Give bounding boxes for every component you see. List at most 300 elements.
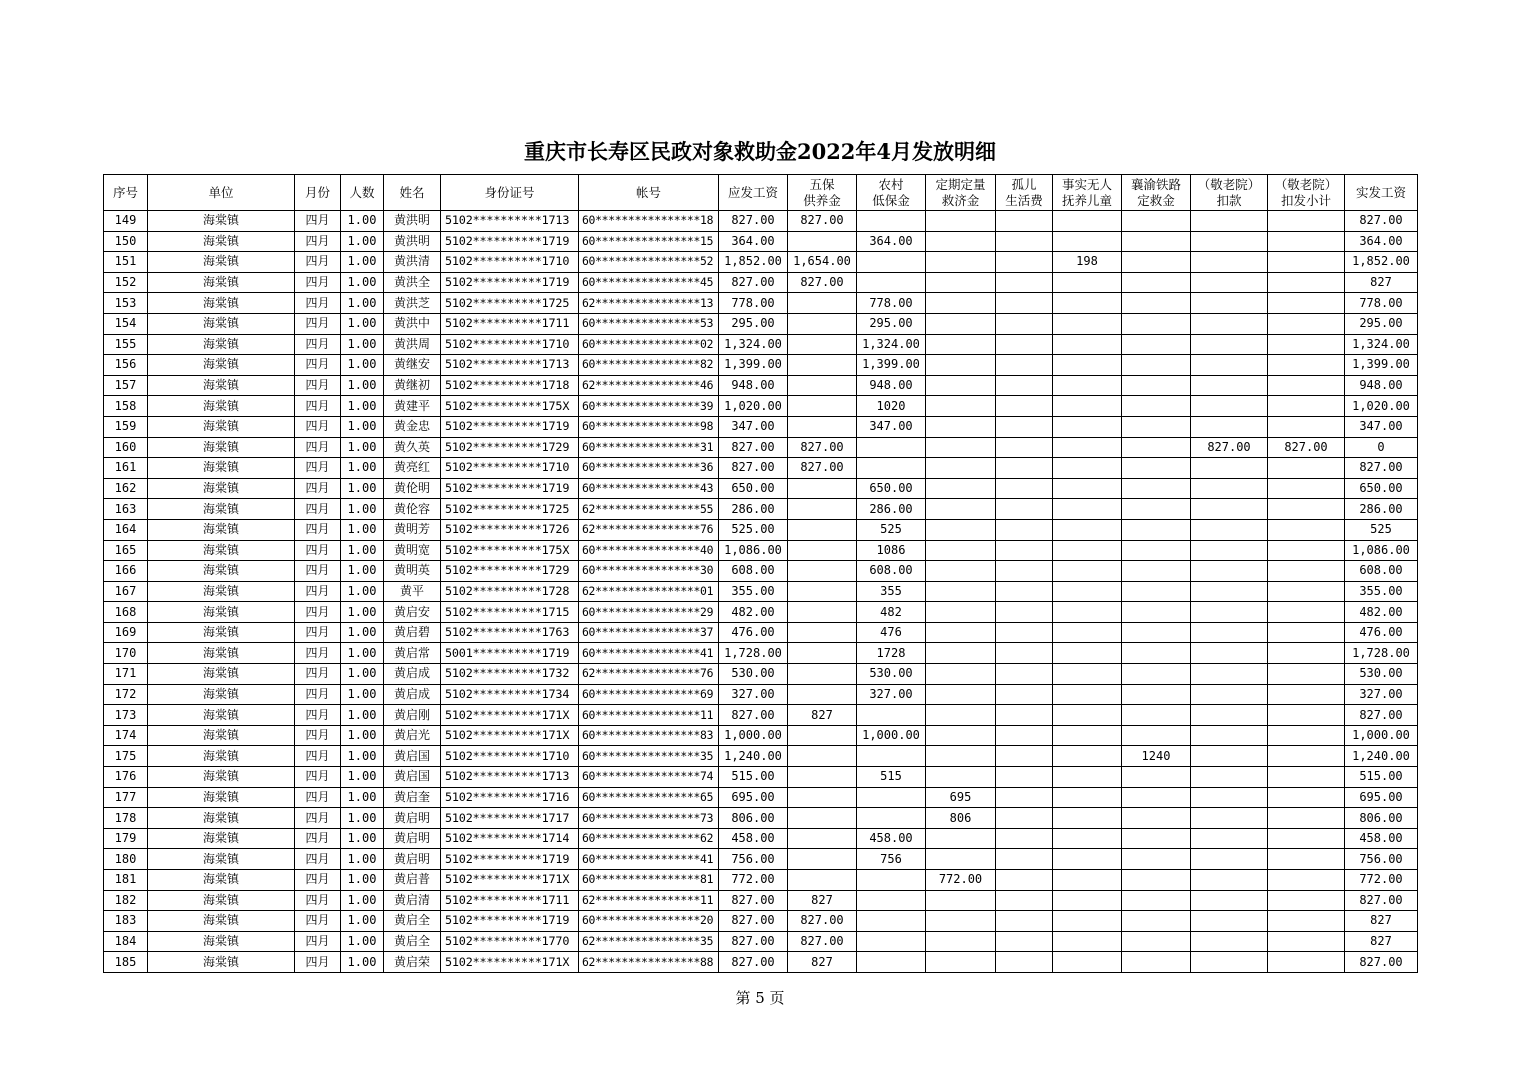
table-cell xyxy=(926,313,996,334)
table-cell: 695 xyxy=(926,787,996,808)
table-cell xyxy=(1268,478,1345,499)
table-cell xyxy=(1053,931,1122,952)
table-cell: 778.00 xyxy=(1345,293,1418,314)
table-cell xyxy=(1191,293,1268,314)
table-cell xyxy=(857,211,926,232)
table-cell: 184 xyxy=(104,931,148,952)
table-cell: 海棠镇 xyxy=(148,870,295,891)
table-cell: 608.00 xyxy=(719,561,788,582)
table-cell: 1.00 xyxy=(341,684,384,705)
table-cell xyxy=(857,746,926,767)
table-cell: 黄启国 xyxy=(384,767,441,788)
table-cell: 海棠镇 xyxy=(148,664,295,685)
table-cell: 1.00 xyxy=(341,890,384,911)
table-cell xyxy=(1122,355,1191,376)
table-cell xyxy=(926,478,996,499)
table-cell xyxy=(1053,581,1122,602)
table-cell: 四月 xyxy=(295,293,341,314)
table-cell: 62****************76 xyxy=(579,519,719,540)
table-cell xyxy=(996,519,1053,540)
column-header: 身份证号 xyxy=(441,175,579,211)
table-cell: 黄启国 xyxy=(384,746,441,767)
table-cell xyxy=(1191,396,1268,417)
table-cell xyxy=(1191,643,1268,664)
table-cell xyxy=(1053,725,1122,746)
table-cell: 1.00 xyxy=(341,643,384,664)
table-cell: 海棠镇 xyxy=(148,725,295,746)
table-cell: 1.00 xyxy=(341,252,384,273)
table-cell: 62****************13 xyxy=(579,293,719,314)
table-cell: 827.00 xyxy=(719,890,788,911)
table-cell xyxy=(1191,375,1268,396)
table-cell: 156 xyxy=(104,355,148,376)
table-cell: 5102**********1719 xyxy=(441,416,579,437)
table-cell: 四月 xyxy=(295,416,341,437)
table-cell xyxy=(1053,313,1122,334)
table-cell xyxy=(1268,458,1345,479)
table-cell: 四月 xyxy=(295,602,341,623)
table-cell: 1,324.00 xyxy=(719,334,788,355)
table-cell xyxy=(1191,478,1268,499)
table-row xyxy=(104,293,1418,314)
table-cell xyxy=(926,911,996,932)
table-cell xyxy=(1122,705,1191,726)
table-cell: 355.00 xyxy=(719,581,788,602)
table-cell: 海棠镇 xyxy=(148,478,295,499)
table-cell: 295.00 xyxy=(719,313,788,334)
table-cell: 海棠镇 xyxy=(148,375,295,396)
table-cell xyxy=(857,952,926,973)
table-cell xyxy=(857,890,926,911)
table-cell xyxy=(1122,313,1191,334)
table-cell: 黄洪中 xyxy=(384,313,441,334)
table-cell: 1.00 xyxy=(341,622,384,643)
table-cell: 62****************46 xyxy=(579,375,719,396)
table-cell xyxy=(1053,519,1122,540)
table-cell: 海棠镇 xyxy=(148,231,295,252)
table-cell xyxy=(788,478,857,499)
table-cell xyxy=(1268,911,1345,932)
table-cell: 62****************35 xyxy=(579,931,719,952)
table-cell xyxy=(1191,416,1268,437)
table-cell: 1.00 xyxy=(341,808,384,829)
table-cell xyxy=(1122,931,1191,952)
table-cell: 黄继安 xyxy=(384,355,441,376)
table-cell xyxy=(1053,396,1122,417)
table-cell: 182 xyxy=(104,890,148,911)
table-cell: 黄洪清 xyxy=(384,252,441,273)
table-cell xyxy=(926,458,996,479)
table-cell: 黄亮红 xyxy=(384,458,441,479)
table-cell xyxy=(1268,272,1345,293)
table-cell xyxy=(1268,931,1345,952)
table-cell xyxy=(1122,952,1191,973)
table-cell xyxy=(788,581,857,602)
table-cell: 四月 xyxy=(295,890,341,911)
table-cell: 四月 xyxy=(295,231,341,252)
table-cell: 5102**********1726 xyxy=(441,519,579,540)
table-cell: 海棠镇 xyxy=(148,272,295,293)
table-cell xyxy=(1268,561,1345,582)
table-cell: 1,399.00 xyxy=(1345,355,1418,376)
table-cell: 1,399.00 xyxy=(857,355,926,376)
table-cell: 178 xyxy=(104,808,148,829)
table-cell: 482 xyxy=(857,602,926,623)
table-cell xyxy=(857,787,926,808)
table-cell: 772.00 xyxy=(1345,870,1418,891)
table-cell xyxy=(1268,890,1345,911)
table-cell: 170 xyxy=(104,643,148,664)
table-cell xyxy=(1268,581,1345,602)
table-cell: 163 xyxy=(104,499,148,520)
table-cell: 1.00 xyxy=(341,355,384,376)
table-cell xyxy=(788,664,857,685)
table-cell xyxy=(1053,705,1122,726)
table-cell: 60****************37 xyxy=(579,622,719,643)
table-cell xyxy=(1268,231,1345,252)
table-cell: 347.00 xyxy=(857,416,926,437)
table-cell: 827.00 xyxy=(1345,890,1418,911)
table-row xyxy=(104,416,1418,437)
table-cell: 159 xyxy=(104,416,148,437)
table-cell xyxy=(1191,458,1268,479)
table-cell xyxy=(1191,808,1268,829)
table-cell: 5102**********1719 xyxy=(441,911,579,932)
table-cell xyxy=(996,664,1053,685)
table-row xyxy=(104,602,1418,623)
table-cell xyxy=(926,334,996,355)
table-cell: 827.00 xyxy=(719,705,788,726)
table-cell: 四月 xyxy=(295,808,341,829)
table-cell xyxy=(1122,808,1191,829)
table-cell: 1,000.00 xyxy=(1345,725,1418,746)
table-cell xyxy=(1191,519,1268,540)
table-cell: 四月 xyxy=(295,519,341,540)
table-cell: 1.00 xyxy=(341,787,384,808)
table-cell: 60****************20 xyxy=(579,911,719,932)
table-cell: 5102**********1734 xyxy=(441,684,579,705)
table-cell: 1.00 xyxy=(341,828,384,849)
table-cell xyxy=(1268,602,1345,623)
relief-payment-table xyxy=(103,174,1418,973)
table-cell xyxy=(996,602,1053,623)
table-cell xyxy=(1191,664,1268,685)
table-cell xyxy=(1122,890,1191,911)
table-cell: 黄启明 xyxy=(384,808,441,829)
table-cell: 827.00 xyxy=(788,272,857,293)
table-cell xyxy=(1053,746,1122,767)
table-cell xyxy=(926,643,996,664)
table-cell xyxy=(1191,746,1268,767)
table-cell xyxy=(996,437,1053,458)
table-cell xyxy=(996,581,1053,602)
table-cell: 286.00 xyxy=(857,499,926,520)
table-cell xyxy=(996,643,1053,664)
table-cell: 827.00 xyxy=(788,437,857,458)
table-cell: 948.00 xyxy=(1345,375,1418,396)
table-cell xyxy=(1268,828,1345,849)
table-cell: 1.00 xyxy=(341,725,384,746)
table-cell: 695.00 xyxy=(719,787,788,808)
table-cell: 黄洪明 xyxy=(384,231,441,252)
table-cell: 530.00 xyxy=(857,664,926,685)
table-cell xyxy=(996,870,1053,891)
table-cell xyxy=(1191,355,1268,376)
table-cell xyxy=(857,705,926,726)
table-cell: 四月 xyxy=(295,458,341,479)
table-cell xyxy=(926,746,996,767)
table-cell: 5102**********171X xyxy=(441,725,579,746)
table-cell: 海棠镇 xyxy=(148,561,295,582)
table-cell: 四月 xyxy=(295,870,341,891)
table-cell xyxy=(1053,849,1122,870)
table-cell: 827.00 xyxy=(1191,437,1268,458)
table-cell xyxy=(1053,478,1122,499)
table-cell xyxy=(926,416,996,437)
table-cell: 1.00 xyxy=(341,705,384,726)
table-cell xyxy=(788,622,857,643)
table-cell: 60****************35 xyxy=(579,746,719,767)
table-cell: 5102**********171X xyxy=(441,952,579,973)
table-row xyxy=(104,705,1418,726)
table-cell: 62****************88 xyxy=(579,952,719,973)
table-cell xyxy=(1268,252,1345,273)
table-cell: 1728 xyxy=(857,643,926,664)
page-title: 重庆市长寿区民政对象救助金2022年4月发放明细 xyxy=(523,139,997,164)
table-cell: 827 xyxy=(788,890,857,911)
table-cell: 四月 xyxy=(295,622,341,643)
table-cell: 海棠镇 xyxy=(148,458,295,479)
table-cell: 5102**********175X xyxy=(441,396,579,417)
table-cell: 1.00 xyxy=(341,396,384,417)
table-cell: 1.00 xyxy=(341,870,384,891)
table-cell: 60****************39 xyxy=(579,396,719,417)
table-cell: 62****************55 xyxy=(579,499,719,520)
table-cell xyxy=(1122,561,1191,582)
table-cell xyxy=(926,437,996,458)
table-cell xyxy=(926,828,996,849)
table-cell: 1.00 xyxy=(341,581,384,602)
table-cell: 1.00 xyxy=(341,664,384,685)
table-cell: 172 xyxy=(104,684,148,705)
table-cell: 295.00 xyxy=(1345,313,1418,334)
table-cell: 四月 xyxy=(295,767,341,788)
table-cell: 827.00 xyxy=(1345,705,1418,726)
table-cell: 286.00 xyxy=(1345,499,1418,520)
table-cell xyxy=(926,252,996,273)
table-cell: 60****************81 xyxy=(579,870,719,891)
table-cell: 60****************98 xyxy=(579,416,719,437)
table-cell: 1.00 xyxy=(341,272,384,293)
table-cell: 180 xyxy=(104,849,148,870)
table-cell: 5102**********1719 xyxy=(441,478,579,499)
table-cell: 海棠镇 xyxy=(148,437,295,458)
column-header: 帐号 xyxy=(579,175,719,211)
table-cell: 海棠镇 xyxy=(148,499,295,520)
table-cell: 黄启全 xyxy=(384,911,441,932)
table-cell xyxy=(1122,911,1191,932)
table-cell xyxy=(996,293,1053,314)
table-cell: 黄洪全 xyxy=(384,272,441,293)
table-cell: 1.00 xyxy=(341,952,384,973)
table-cell xyxy=(788,375,857,396)
table-cell: 167 xyxy=(104,581,148,602)
table-cell: 5102**********1770 xyxy=(441,931,579,952)
table-cell xyxy=(1053,375,1122,396)
table-cell xyxy=(1122,828,1191,849)
table-cell xyxy=(788,499,857,520)
table-cell: 1,728.00 xyxy=(719,643,788,664)
table-cell xyxy=(1053,952,1122,973)
table-cell: 177 xyxy=(104,787,148,808)
table-cell: 海棠镇 xyxy=(148,396,295,417)
table-cell: 黄启普 xyxy=(384,870,441,891)
table-cell xyxy=(1191,581,1268,602)
table-cell: 黄启刚 xyxy=(384,705,441,726)
table-cell: 黄平 xyxy=(384,581,441,602)
table-cell: 四月 xyxy=(295,911,341,932)
table-cell: 515.00 xyxy=(719,767,788,788)
table-cell: 1,000.00 xyxy=(719,725,788,746)
table-cell xyxy=(788,767,857,788)
table-cell: 60****************45 xyxy=(579,272,719,293)
table-cell xyxy=(1053,622,1122,643)
table-cell xyxy=(996,684,1053,705)
table-cell xyxy=(926,561,996,582)
table-cell: 海棠镇 xyxy=(148,746,295,767)
table-cell: 四月 xyxy=(295,252,341,273)
table-cell: 827 xyxy=(1345,272,1418,293)
table-cell: 海棠镇 xyxy=(148,540,295,561)
table-cell: 1,240.00 xyxy=(719,746,788,767)
table-cell: 黄启安 xyxy=(384,602,441,623)
table-cell: 162 xyxy=(104,478,148,499)
table-cell: 1.00 xyxy=(341,211,384,232)
table-cell xyxy=(926,231,996,252)
column-header: 襄渝铁路 定救金 xyxy=(1122,175,1191,211)
table-cell: 650.00 xyxy=(857,478,926,499)
table-cell: 四月 xyxy=(295,787,341,808)
table-cell: 5102**********1716 xyxy=(441,787,579,808)
table-cell xyxy=(1191,952,1268,973)
table-cell xyxy=(1268,787,1345,808)
table-cell xyxy=(926,211,996,232)
table-cell xyxy=(996,231,1053,252)
table-cell: 黄明宽 xyxy=(384,540,441,561)
table-cell xyxy=(1191,211,1268,232)
column-header: 五保 供养金 xyxy=(788,175,857,211)
table-cell xyxy=(788,787,857,808)
table-cell: 黄启光 xyxy=(384,725,441,746)
table-cell: 355.00 xyxy=(1345,581,1418,602)
table-cell: 四月 xyxy=(295,540,341,561)
table-cell: 827.00 xyxy=(719,272,788,293)
table-cell xyxy=(996,478,1053,499)
table-cell: 158 xyxy=(104,396,148,417)
table-cell xyxy=(1122,602,1191,623)
table-row xyxy=(104,478,1418,499)
table-cell: 60****************62 xyxy=(579,828,719,849)
table-cell xyxy=(1122,643,1191,664)
table-cell: 5102**********1717 xyxy=(441,808,579,829)
table-cell xyxy=(926,684,996,705)
table-cell: 海棠镇 xyxy=(148,416,295,437)
table-cell: 1.00 xyxy=(341,334,384,355)
table-cell: 695.00 xyxy=(1345,787,1418,808)
table-cell: 1.00 xyxy=(341,231,384,252)
table-cell xyxy=(1053,458,1122,479)
table-row xyxy=(104,437,1418,458)
table-cell: 5102**********171X xyxy=(441,870,579,891)
table-cell: 60****************41 xyxy=(579,643,719,664)
table-cell: 海棠镇 xyxy=(148,334,295,355)
table-cell: 黄久英 xyxy=(384,437,441,458)
table-cell xyxy=(926,664,996,685)
table-row xyxy=(104,334,1418,355)
table-cell: 四月 xyxy=(295,952,341,973)
table-cell xyxy=(996,911,1053,932)
table-row xyxy=(104,231,1418,252)
table-cell xyxy=(788,416,857,437)
table-cell xyxy=(1053,808,1122,829)
table-cell xyxy=(926,705,996,726)
table-cell: 827.00 xyxy=(719,437,788,458)
table-cell: 5102**********1719 xyxy=(441,272,579,293)
table-cell: 海棠镇 xyxy=(148,787,295,808)
table-cell: 黄继初 xyxy=(384,375,441,396)
table-row xyxy=(104,870,1418,891)
table-cell: 黄建平 xyxy=(384,396,441,417)
table-cell: 海棠镇 xyxy=(148,705,295,726)
table-cell xyxy=(926,396,996,417)
table-cell: 四月 xyxy=(295,581,341,602)
table-cell xyxy=(1053,684,1122,705)
table-cell: 458.00 xyxy=(1345,828,1418,849)
table-cell: 650.00 xyxy=(719,478,788,499)
table-cell: 四月 xyxy=(295,643,341,664)
table-cell: 827.00 xyxy=(719,952,788,973)
table-cell xyxy=(788,334,857,355)
table-cell: 608.00 xyxy=(1345,561,1418,582)
table-cell: 5102**********1714 xyxy=(441,828,579,849)
column-header: （敬老院） 扣款 xyxy=(1191,175,1268,211)
table-cell xyxy=(1268,808,1345,829)
table-cell: 四月 xyxy=(295,355,341,376)
table-cell xyxy=(926,622,996,643)
table-cell: 482.00 xyxy=(719,602,788,623)
table-cell xyxy=(996,396,1053,417)
column-header: 单位 xyxy=(148,175,295,211)
table-cell: 5102**********1711 xyxy=(441,890,579,911)
table-cell xyxy=(996,767,1053,788)
table-row xyxy=(104,458,1418,479)
table-cell: 530.00 xyxy=(1345,664,1418,685)
column-header: 孤儿 生活费 xyxy=(996,175,1053,211)
table-cell: 62****************76 xyxy=(579,664,719,685)
table-cell: 黄启清 xyxy=(384,890,441,911)
table-row xyxy=(104,252,1418,273)
table-cell: 458.00 xyxy=(719,828,788,849)
table-cell: 海棠镇 xyxy=(148,890,295,911)
table-row xyxy=(104,828,1418,849)
table-cell xyxy=(1053,870,1122,891)
table-cell xyxy=(926,952,996,973)
table-cell: 166 xyxy=(104,561,148,582)
table-cell xyxy=(857,808,926,829)
column-header: 农村 低保金 xyxy=(857,175,926,211)
table-cell: 171 xyxy=(104,664,148,685)
table-cell: 5102**********1725 xyxy=(441,499,579,520)
